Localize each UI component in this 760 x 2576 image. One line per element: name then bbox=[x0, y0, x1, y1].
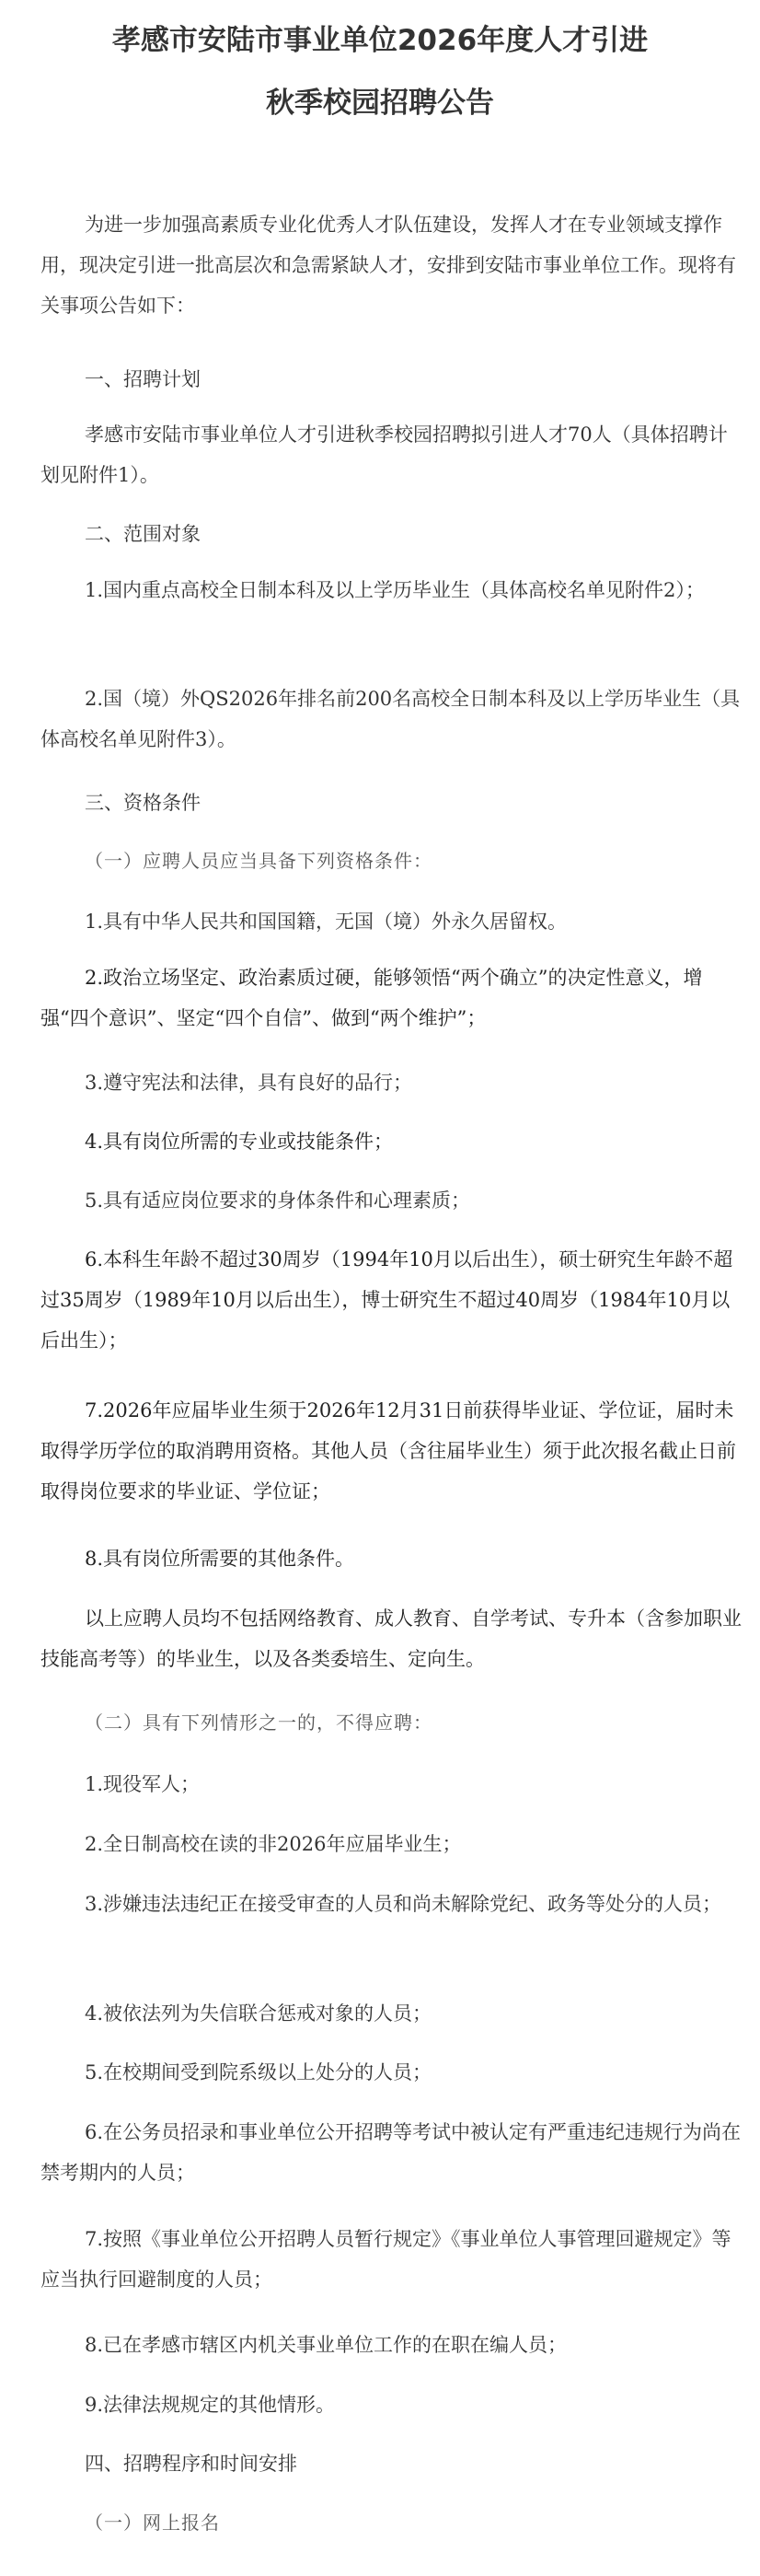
excluded-item-6: 6.在公务员招录和事业单位公开招聘等考试中被认定有严重违纪违规行为尚在禁考期内的人员； bbox=[40, 2121, 742, 2184]
qualification-item-3: 3.遵守宪法和法律，具有良好的品行； bbox=[85, 1072, 413, 1094]
section-heading-recruitment-plan: 一、招聘计划 bbox=[85, 368, 201, 390]
qualification-item-6: 6.本科生年龄不超过30周岁（1994年10月以后出生），硕士研究生年龄不超过35周岁（1989年10月以后出生），博士研究生不超过40周岁（1984年10月以后出生）； bbox=[40, 1248, 733, 1352]
section-heading-procedure: 四、招聘程序和时间安排 bbox=[85, 2453, 297, 2475]
excluded-item-5: 5.在校期间受到院系级以上处分的人员； bbox=[85, 2061, 432, 2083]
qualification-item-4: 4.具有岗位所需的专业或技能条件； bbox=[85, 1131, 394, 1153]
excluded-item-1: 1.现役军人； bbox=[85, 1773, 201, 1795]
scope-item-1: 1.国内重点高校全日制本科及以上学历毕业生（具体高校名单见附件2）； bbox=[85, 579, 705, 601]
qualification-item-7: 7.2026年应届毕业生须于2026年12月31日前获得毕业证、学位证，届时未取得学历学位的取消聘用资格。其他人员（含往届毕业生）须于此次报名截止日前取得岗位要求的毕业证、学位证； bbox=[40, 1399, 736, 1503]
scope-item-2: 2.国（境）外QS2026年排名前200名高校全日制本科及以上学历毕业生（具体高校名单见附件3）。 bbox=[40, 688, 741, 750]
title-line-1: 孝感市安陆市事业单位2026年度人才引进 bbox=[111, 24, 649, 57]
subsection-heading-online-registration: （一）网上报名 bbox=[85, 2512, 220, 2534]
section-heading-scope: 二、范围对象 bbox=[85, 523, 201, 545]
excluded-item-9: 9.法律法规规定的其他情形。 bbox=[85, 2394, 336, 2416]
recruitment-plan-text: 孝感市安陆市事业单位人才引进秋季校园招聘拟引进人才70人（具体招聘计划见附件1）。 bbox=[40, 424, 728, 486]
excluded-item-3: 3.涉嫌违法违纪正在接受审查的人员和尚未解除党纪、政务等处分的人员； bbox=[85, 1893, 722, 1915]
title-line-2: 秋季校园招聘公告 bbox=[266, 87, 494, 120]
excluded-item-2: 2.全日制高校在读的非2026年应届毕业生； bbox=[85, 1833, 462, 1855]
subsection-heading-required: （一）应聘人员应当具备下列资格条件： bbox=[85, 850, 432, 872]
qualification-item-1: 1.具有中华人民共和国国籍，无国（境）外永久居留权。 bbox=[85, 911, 568, 933]
qualification-exclusion-note: 以上应聘人员均不包括网络教育、成人教育、自学考试、专升本（含参加职业技能高考等）的毕业生，以及各类委培生、定向生。 bbox=[40, 1607, 742, 1670]
qualification-item-5: 5.具有适应岗位要求的身体条件和心理素质； bbox=[85, 1189, 471, 1212]
excluded-item-4: 4.被依法列为失信联合惩戒对象的人员； bbox=[85, 2002, 432, 2025]
qualification-item-2: 2.政治立场坚定、政治素质过硬，能够领悟“两个确立”的决定性意义，增强“四个意识”、坚定“四个自信”、做到“两个维护”； bbox=[40, 967, 703, 1029]
excluded-item-8: 8.已在孝感市辖区内机关事业单位工作的在职在编人员； bbox=[85, 2334, 568, 2356]
intro-paragraph: 为进一步加强高素质专业化优秀人才队伍建设，发挥人才在专业领域支撑作用，现决定引进一批高层次和急需紧缺人才，安排到安陆市事业单位工作。现将有关事项公告如下： bbox=[40, 214, 736, 317]
subsection-heading-excluded: （二）具有下列情形之一的，不得应聘： bbox=[85, 1712, 432, 1734]
qualification-item-8: 8.具有岗位所需要的其他条件。 bbox=[85, 1548, 355, 1570]
section-heading-qualifications: 三、资格条件 bbox=[85, 792, 201, 814]
excluded-item-7: 7.按照《事业单位公开招聘人员暂行规定》《事业单位人事管理回避规定》等应当执行回避制度的人员； bbox=[40, 2228, 731, 2291]
